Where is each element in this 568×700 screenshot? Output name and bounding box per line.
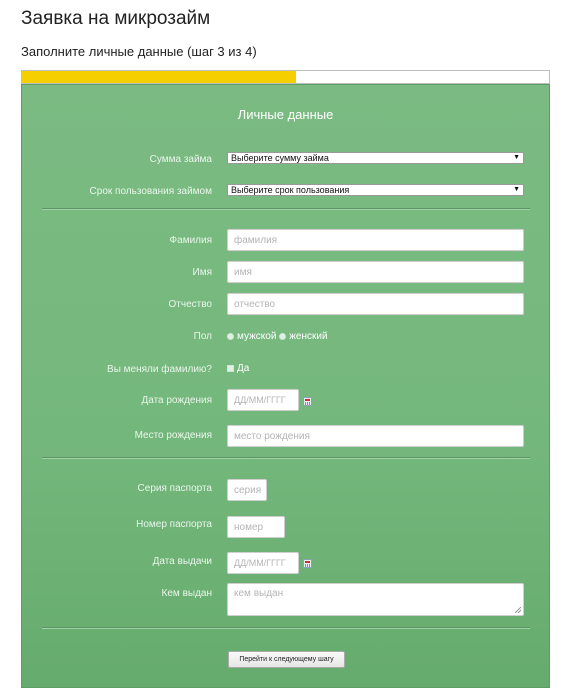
birth-place-label: Место рождения bbox=[134, 430, 212, 441]
gender-radio-group bbox=[227, 331, 328, 342]
surname-input[interactable]: фамилия bbox=[227, 229, 524, 251]
surname-label: Фамилия bbox=[169, 235, 212, 246]
passport-series-label: Серия паспорта bbox=[137, 483, 212, 494]
changed-surname-option: Да bbox=[237, 363, 250, 374]
passport-series-input[interactable]: серия bbox=[227, 479, 267, 501]
gender-label: Пол bbox=[193, 331, 212, 342]
issue-date-input[interactable]: ДД/ММ/ГГГГ bbox=[227, 552, 299, 574]
section-divider bbox=[42, 208, 530, 209]
section-divider bbox=[42, 457, 530, 458]
progress-fill bbox=[22, 71, 296, 83]
name-input[interactable]: имя bbox=[227, 261, 524, 283]
passport-number-label: Номер паспорта bbox=[136, 519, 212, 530]
next-step-button[interactable]: Перейти к следующему шагу bbox=[228, 651, 345, 668]
gender-female-radio[interactable]: женский bbox=[279, 331, 327, 342]
loan-amount-value: Выберите сумму займа bbox=[231, 153, 329, 163]
issued-by-placeholder: кем выдан bbox=[234, 588, 284, 599]
patronymic-input[interactable]: отчество bbox=[227, 293, 524, 315]
name-label: Имя bbox=[192, 267, 212, 278]
passport-number-input[interactable]: номер bbox=[227, 516, 285, 538]
step-subtitle: Заполните личные данные (шаг 3 из 4) bbox=[21, 44, 257, 59]
issued-by-label: Кем выдан bbox=[161, 588, 212, 599]
chevron-down-icon: ▼ bbox=[513, 154, 520, 161]
loan-term-value: Выберите срок пользования bbox=[231, 185, 350, 195]
personal-data-form bbox=[21, 84, 550, 688]
section-divider bbox=[42, 627, 530, 628]
progress-bar bbox=[21, 70, 550, 84]
loan-amount-label: Сумма займа bbox=[149, 154, 212, 165]
calendar-icon[interactable] bbox=[303, 397, 312, 406]
chevron-down-icon: ▼ bbox=[513, 186, 520, 193]
calendar-icon[interactable] bbox=[303, 559, 312, 568]
form-heading: Личные данные bbox=[237, 107, 334, 122]
loan-term-select[interactable] bbox=[227, 184, 524, 196]
patronymic-label: Отчество bbox=[168, 299, 212, 310]
changed-surname-label: Вы меняли фамилию? bbox=[107, 364, 212, 375]
resize-handle[interactable] bbox=[515, 607, 521, 613]
page-title: Заявка на микрозайм bbox=[21, 8, 211, 29]
loan-term-label: Срок пользования займом bbox=[89, 186, 212, 197]
birth-date-label: Дата рождения bbox=[141, 395, 212, 406]
issued-by-textarea[interactable] bbox=[227, 583, 524, 616]
gender-male-radio[interactable]: мужской bbox=[227, 331, 276, 342]
changed-surname-checkbox[interactable] bbox=[227, 363, 249, 374]
loan-amount-select[interactable] bbox=[227, 152, 524, 164]
issue-date-label: Дата выдачи bbox=[152, 556, 212, 567]
birth-place-input[interactable]: место рождения bbox=[227, 425, 524, 447]
birth-date-input[interactable]: ДД/ММ/ГГГГ bbox=[227, 389, 299, 411]
